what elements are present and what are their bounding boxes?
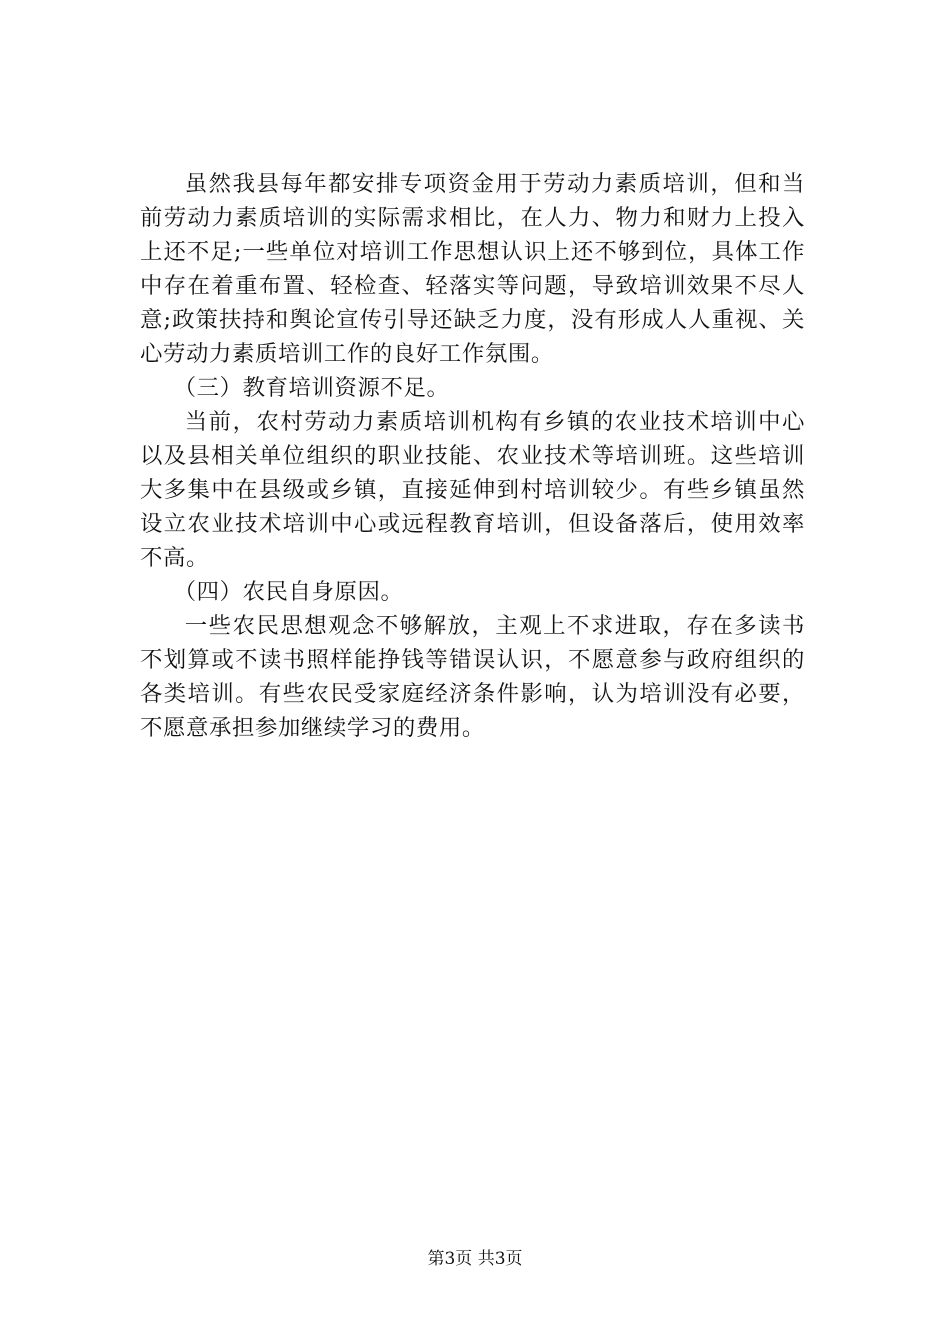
paragraph-resources: 当前，农村劳动力素质培训机构有乡镇的农业技术培训中心以及县相关单位组织的职业技能、农业技术等培训班。这些培训大多集中在县级或乡镇，直接延伸到村培训较少。有些乡镇虽然设立农业技术培训中心或远程教育培训，但设备落后，使用效率不高。 [140,409,805,571]
page-footer: 第3页 共3页 [427,1249,523,1269]
section-heading-three: （三）教育培训资源不足。 [173,375,450,401]
section-heading-four: （四）农民自身原因。 [173,579,404,605]
document-body [140,167,805,745]
paragraph-funding: 虽然我县每年都安排专项资金用于劳动力素质培训，但和当前劳动力素质培训的实际需求相比，在人力、物力和财力上投入上还不足;一些单位对培训工作思想认识上还不够到位，具体工作中存在着重布置、轻检查、轻落实等问题，导致培训效果不尽人意;政策扶持和舆论宣传引导还缺乏力度，没有形成人人重视、关心劳动力素质培训工作的良好工作氛围。 [140,171,805,367]
paragraph-farmers: 一些农民思想观念不够解放，主观上不求进取，存在多读书不划算或不读书照样能挣钱等错误认识，不愿意参与政府组织的各类培训。有些农民受家庭经济条件影响，认为培训没有必要，不愿意承担参加继续学习的费用。 [140,613,805,741]
